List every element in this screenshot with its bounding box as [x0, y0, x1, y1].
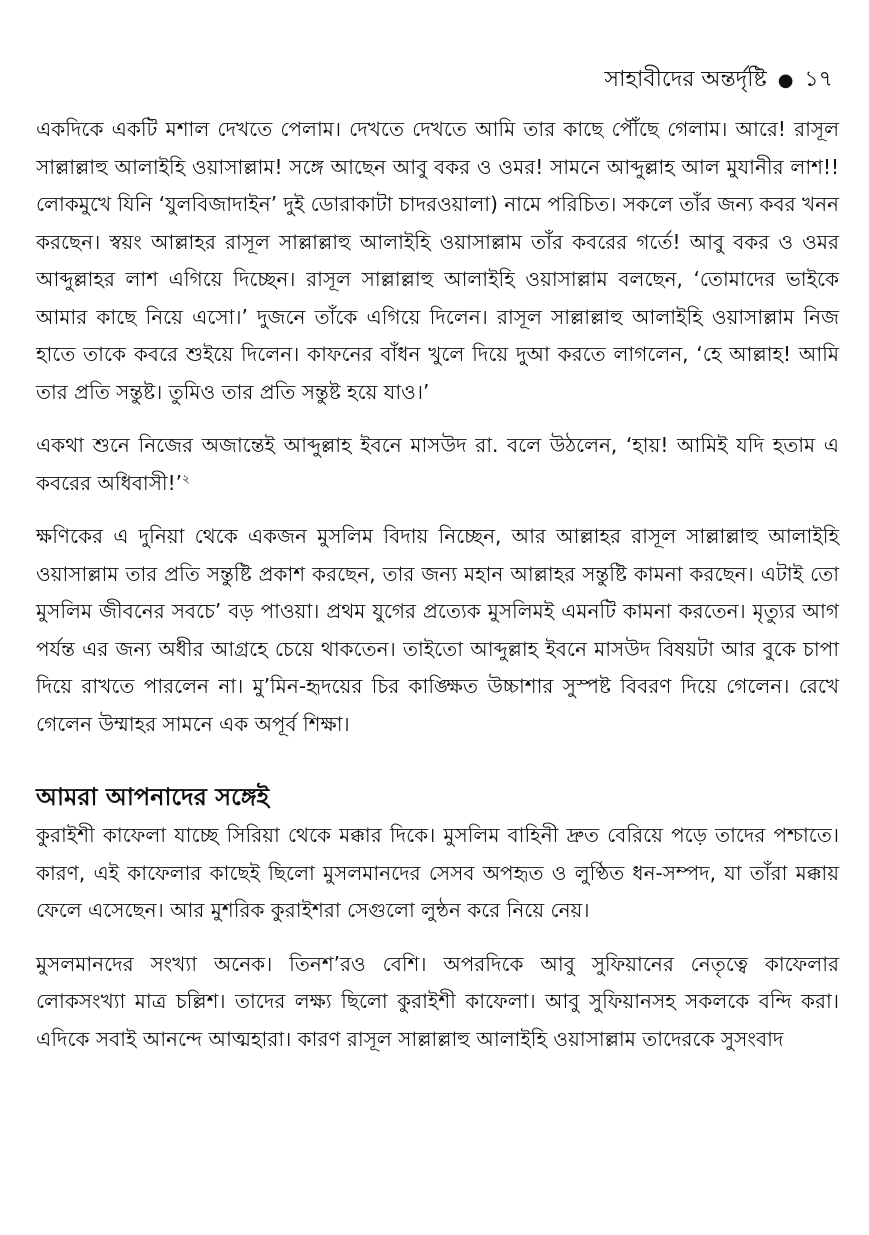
paragraph-text: একদিকে একটি মশাল দেখতে পেলাম। দেখতে দেখতে আমি তার কাছে পৌঁছে গেলাম। আরে! রাসূল সাল্লাল্লাহু আলাইহি ওয়াসাল্লাম! সঙ্গে আছেন আবু বকর ও ওমর! সামনে আব্দুল্লাহ আল মুযানীর লাশ!! লোকমুখে যিনি ‘যুলবিজাদাইন’ দুই ডোরাকাটা চাদরওয়ালা) নামে পরিচিত। সকলে তাঁর জন্য কবর খনন করছেন। স্বয়ং আল্লাহর রাসূল সাল্লাল্লাহু আলাইহি ওয়াসাল্লাম তাঁর কবরের গর্তে! আবু বকর ও ওমর আব্দুল্লাহর লাশ এগিয়ে দিচ্ছেন। রাসূল সাল্লাল্লাহু আলাইহি ওয়াসাল্লাম বলছেন, ‘তোমাদের ভাইকে আমার কাছে নিয়ে এসো।’ দুজনে তাঁকে এগিয়ে দিলেন। রাসূল সাল্লাল্লাহু আলাইহি ওয়াসাল্লাম নিজ হাতে তাকে কবরে শুইয়ে দিলেন। কাফনের বাঁধন খুলে দিয়ে দুআ করতে লাগলেন, ‘হে আল্লাহ! আমি তার প্রতি সন্তুষ্ট। তুমিও তার প্রতি সন্তুষ্ট হয়ে যাও।’ — [36, 117, 839, 404]
paragraph-text — [36, 427, 839, 502]
paragraph-text: মুসলমানদের সংখ্যা অনেক। তিনশ’রও বেশি। অপরদিকে আবু সুফিয়ানের নেতৃত্বে কাফেলার লোকসংখ্যা মাত্র চল্লিশ। তাদের লক্ষ্য ছিলো কুরাইশী কাফেলা। আবু সুফিয়ানসহ সকলকে বন্দি করা। এদিকে সবাই আনন্দে আত্মহারা। কারণ রাসূল সাল্লাল্লাহু আলাইহি ওয়াসাল্লাম তাদেরকে সুসংবাদ — [36, 951, 839, 1051]
paragraph-muslim-numbers — [36, 946, 839, 1059]
paragraph-quraysh-caravan — [36, 817, 839, 930]
paragraph-text: ক্ষণিকের এ দুনিয়া থেকে একজন মুসলিম বিদায় নিচ্ছেন, আর আল্লাহর রাসূল সাল্লাল্লাহু আলাইহি ওয়াসাল্লাম তার প্রতি সন্তুষ্টি প্রকাশ করছেন, তার জন্য মহান আল্লাহর সন্তুষ্টি কামনা করছেন। এটাই তো মুসলিম জীবনের সবচে’ বড় পাওয়া। প্রথম যুগের প্রত্যেক মুসলিমই এমনটি কামনা করতেন। মৃত্যুর আগ পর্যন্ত এর জন্য অধীর আগ্রহে চেয়ে থাকতেন। তাইতো আব্দুল্লাহ ইবনে মাসউদ বিষয়টা আর বুকে চাপা দিয়ে রাখতে পারলেন না। মু’মিন-হৃদয়ের চির কাঙ্ক্ষিত উচ্চাশার সুস্পষ্ট বিবরণ দিয়ে গেলেন। রেখে গেলেন উম্মাহর সামনে এক অপূর্ব শিক্ষা। — [36, 524, 839, 736]
page-number: ১৭ — [804, 67, 833, 92]
running-title: সাহাবীদের অন্তর্দৃষ্টি — [604, 67, 767, 92]
paragraph-reflection — [36, 518, 839, 743]
paragraph-body: একথা শুনে নিজের অজান্তেই আব্দুল্লাহ ইবনে মাসউদ রা. বলে উঠলেন, ‘হায়! আমিই যদি হতাম এ কবরের অধিবাসী!’ — [36, 433, 839, 495]
footnote-marker: ২ — [182, 470, 190, 485]
paragraph-grave-scene — [36, 111, 839, 411]
paragraph-ibn-masud-wish — [36, 427, 839, 502]
running-header — [36, 66, 839, 95]
header-separator: ● — [777, 70, 794, 91]
section-heading: আমরা আপনাদের সঙ্গেই — [36, 783, 270, 811]
paragraph-text: কুরাইশী কাফেলা যাচ্ছে সিরিয়া থেকে মক্কার দিকে। মুসলিম বাহিনী দ্রুত বেরিয়ে পড়ে তাদের পশ্চাতে। কারণ, এই কাফেলার কাছেই ছিলো মুসলমানদের সেসব অপহৃত ও লুণ্ঠিত ধন-সম্পদ, যা তাঁরা মক্কায় ফেলে এসেছেন। আর মুশরিক কুরাইশরা সেগুলো লুন্ঠন করে নিয়ে নেয়। — [36, 823, 839, 922]
